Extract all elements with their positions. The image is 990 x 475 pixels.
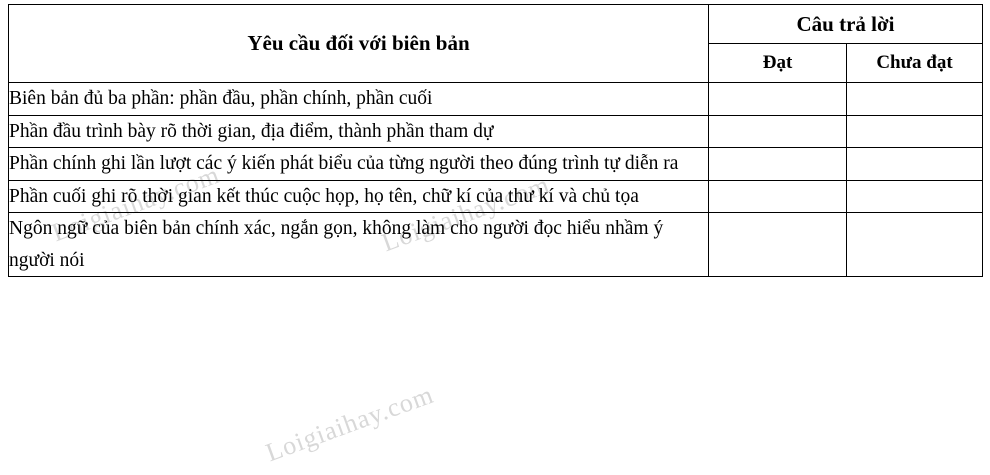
answer-dat-cell[interactable] <box>709 180 847 213</box>
requirements-table <box>8 4 983 277</box>
table-row <box>9 213 983 277</box>
requirement-text: Phần đầu trình bày rõ thời gian, địa điểm, thành phần tham dự <box>9 115 709 148</box>
document-page <box>0 4 990 475</box>
header-answer: Câu trả lời <box>709 5 983 44</box>
table-row <box>9 180 983 213</box>
requirement-text: Phần cuối ghi rõ thời gian kết thúc cuộc họp, họ tên, chữ kí của thư kí và chủ tọa <box>9 180 709 213</box>
requirement-text: Ngôn ngữ của biên bản chính xác, ngắn gọn, không làm cho người đọc hiểu nhầm ý người nói <box>9 213 709 277</box>
requirement-text: Biên bản đủ ba phần: phần đầu, phần chính, phần cuối <box>9 83 709 116</box>
answer-chua-dat-cell[interactable] <box>847 115 983 148</box>
answer-chua-dat-cell[interactable] <box>847 83 983 116</box>
table-header-row <box>9 5 983 44</box>
header-dat: Đạt <box>709 44 847 83</box>
answer-dat-cell[interactable] <box>709 83 847 116</box>
answer-dat-cell[interactable] <box>709 115 847 148</box>
watermark-text: Loigiaihay.com <box>262 379 438 468</box>
watermark-text: Loigiaihay.com <box>48 159 224 248</box>
header-requirement: Yêu cầu đối với biên bản <box>9 5 709 83</box>
answer-chua-dat-cell[interactable] <box>847 148 983 181</box>
table-row <box>9 83 983 116</box>
requirement-text: Phần chính ghi lần lượt các ý kiến phát biểu của từng người theo đúng trình tự diễn ra <box>9 148 709 181</box>
answer-dat-cell[interactable] <box>709 148 847 181</box>
watermark-text: Loigiaihay.com <box>378 169 554 258</box>
answer-dat-cell[interactable] <box>709 213 847 277</box>
table-row <box>9 148 983 181</box>
answer-chua-dat-cell[interactable] <box>847 180 983 213</box>
answer-chua-dat-cell[interactable] <box>847 213 983 277</box>
header-chua-dat: Chưa đạt <box>847 44 983 83</box>
table-row <box>9 115 983 148</box>
